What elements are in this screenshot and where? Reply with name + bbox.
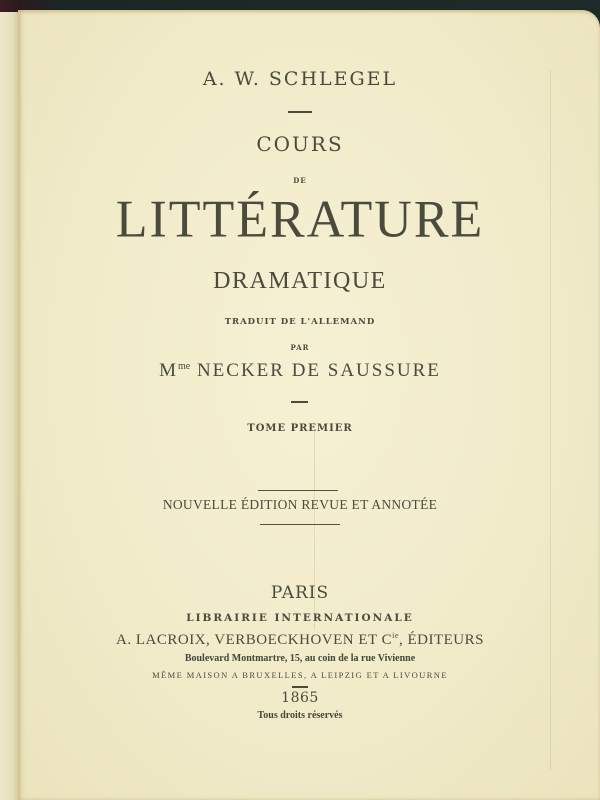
previous-page-edge — [0, 12, 18, 800]
paper-crease — [550, 70, 551, 770]
publishers-role: , ÉDITEURS — [398, 632, 484, 648]
imprint-city: PARIS — [270, 583, 330, 603]
translation-note: TRADUIT DE L'ALLEMAND — [224, 317, 376, 327]
publishers — [0, 631, 600, 649]
rights-notice: Tous droits réservés — [257, 710, 343, 721]
title-connector: DE — [293, 176, 307, 185]
translator-prefix: M — [159, 360, 178, 381]
title-page — [18, 10, 600, 800]
translator-name — [0, 360, 600, 382]
publishers-sup: ie — [392, 631, 399, 640]
publishers-names: A. LACROIX, VERBOECKHOVEN ET C — [116, 632, 393, 648]
main-title: LITTÉRATURE — [115, 190, 485, 249]
edition-rule-top — [258, 490, 338, 491]
branch-offices: MÊME MAISON A BRUXELLES, A LEIPZIG ET A LIVOURNE — [152, 670, 448, 680]
publication-year: 1865 — [281, 690, 319, 706]
separator-rule — [292, 686, 308, 688]
volume-label: TOME PREMIER — [247, 423, 353, 434]
author-name: A. W. SCHLEGEL — [202, 68, 398, 90]
publisher-address: Boulevard Montmartre, 15, au coin de la rue Vivienne — [184, 653, 416, 664]
subtitle: DRAMATIQUE — [213, 268, 387, 294]
translator-prefix-sup: me — [177, 361, 191, 372]
separator-rule — [288, 111, 312, 113]
by-label: PAR — [290, 343, 310, 352]
edition-rule-bottom — [260, 524, 340, 525]
edition-statement: NOUVELLE ÉDITION REVUE ET ANNOTÉE — [162, 497, 438, 512]
title-line-cours: COURS — [256, 132, 344, 156]
translator-surname: NECKER DE SAUSSURE — [190, 360, 441, 381]
separator-rule — [291, 401, 308, 403]
publisher-house: LIBRAIRIE INTERNATIONALE — [186, 612, 414, 624]
